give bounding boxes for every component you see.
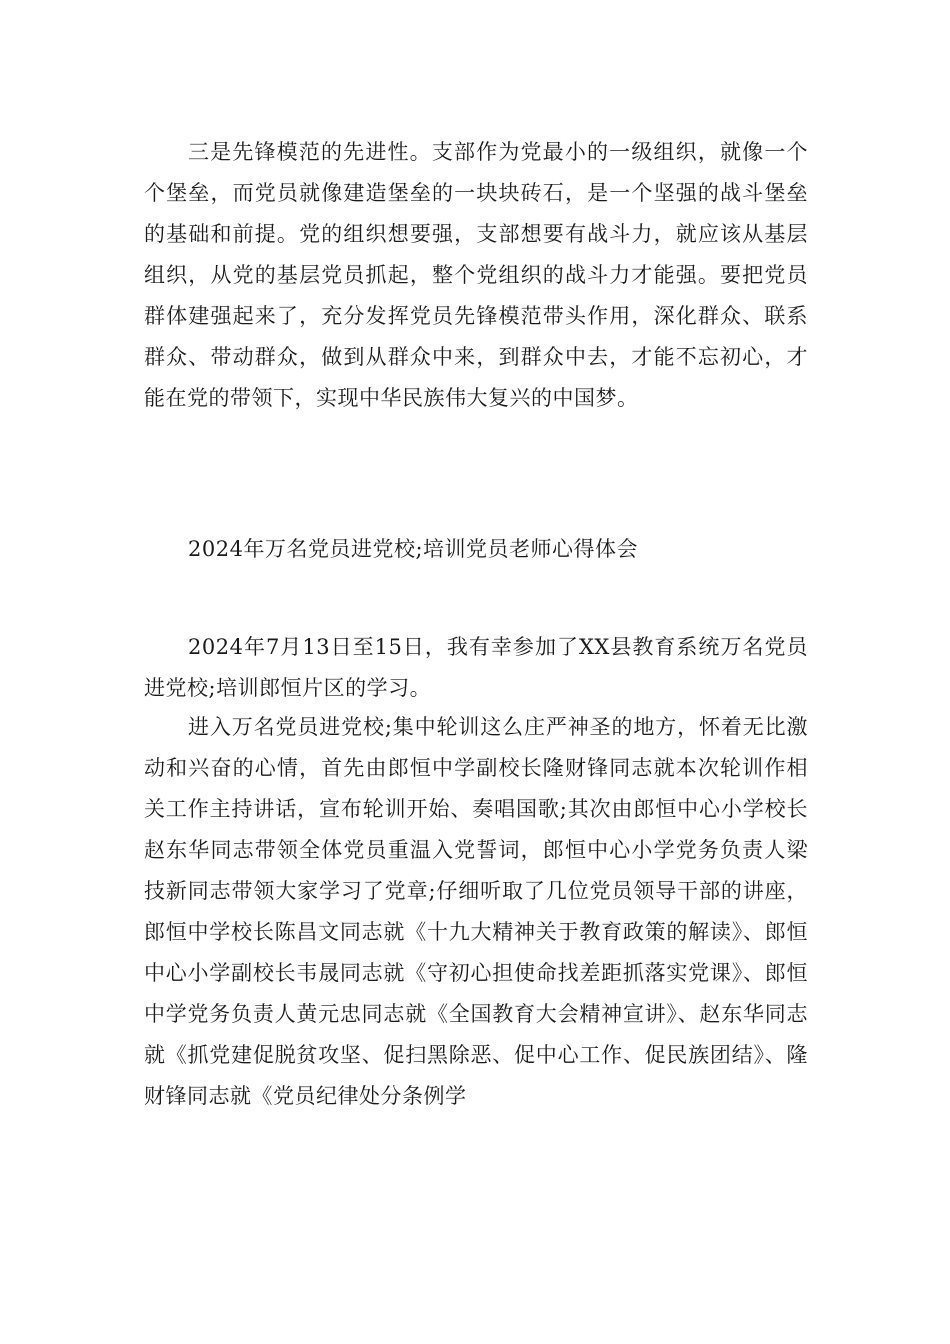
paragraph-training-content: 进入万名党员进党校;集中轮训这么庄严神圣的地方，怀着无比激动和兴奋的心情，首先由郎恒中学副校长隆财锋同志就本次轮训作相关工作主持讲话，宣布轮训开始、奏唱国歌;其次由郎恒中心小学校长赵东华同志带领全体党员重温入党誓词，郎恒中心小学党务负责人梁技新同志带领大家学习了党章;仔细听取了几位党员领导干部的讲座，郎恒中学校长陈昌文同志就《十九大精神关于教育政策的解读》、郎恒中心小学副校长韦晟同志就《守初心担使命找差距抓落实党课》、郎恒中学党务负责人黄元忠同志就《全国教育大会精神宣讲》、赵东华同志就《抓党建促脱贫攻坚、促扫黑除恶、促中心工作、促民族团结》、隆财锋同志就《党员纪律处分条例学 [144, 715, 808, 1108]
section-title: 2024年万名党员进党校;培训党员老师心得体会 [188, 537, 639, 561]
paragraph-vanguard: 三是先锋模范的先进性。支部作为党最小的一级组织，就像一个个堡垒，而党员就像建造堡垒的一块块砖石，是一个坚强的战斗堡垒的基础和前提。党的组织想要强，支部想要有战斗力，就应该从基层组织，从党的基层党员抓起，整个党组织的战斗力才能强。要把党员群体建强起来了，充分发挥党员先锋模范带头作用，深化群众、联系群众、带动群众，做到从群众中来，到群众中去，才能不忘初心，才能在党的带领下，实现中华民族伟大复兴的中国梦。 [144, 140, 808, 410]
paragraph-training-dates: 2024年7月13日至15日，我有幸参加了XX县教育系统万名党员进党校;培训郎恒片区的学习。 [144, 635, 808, 700]
